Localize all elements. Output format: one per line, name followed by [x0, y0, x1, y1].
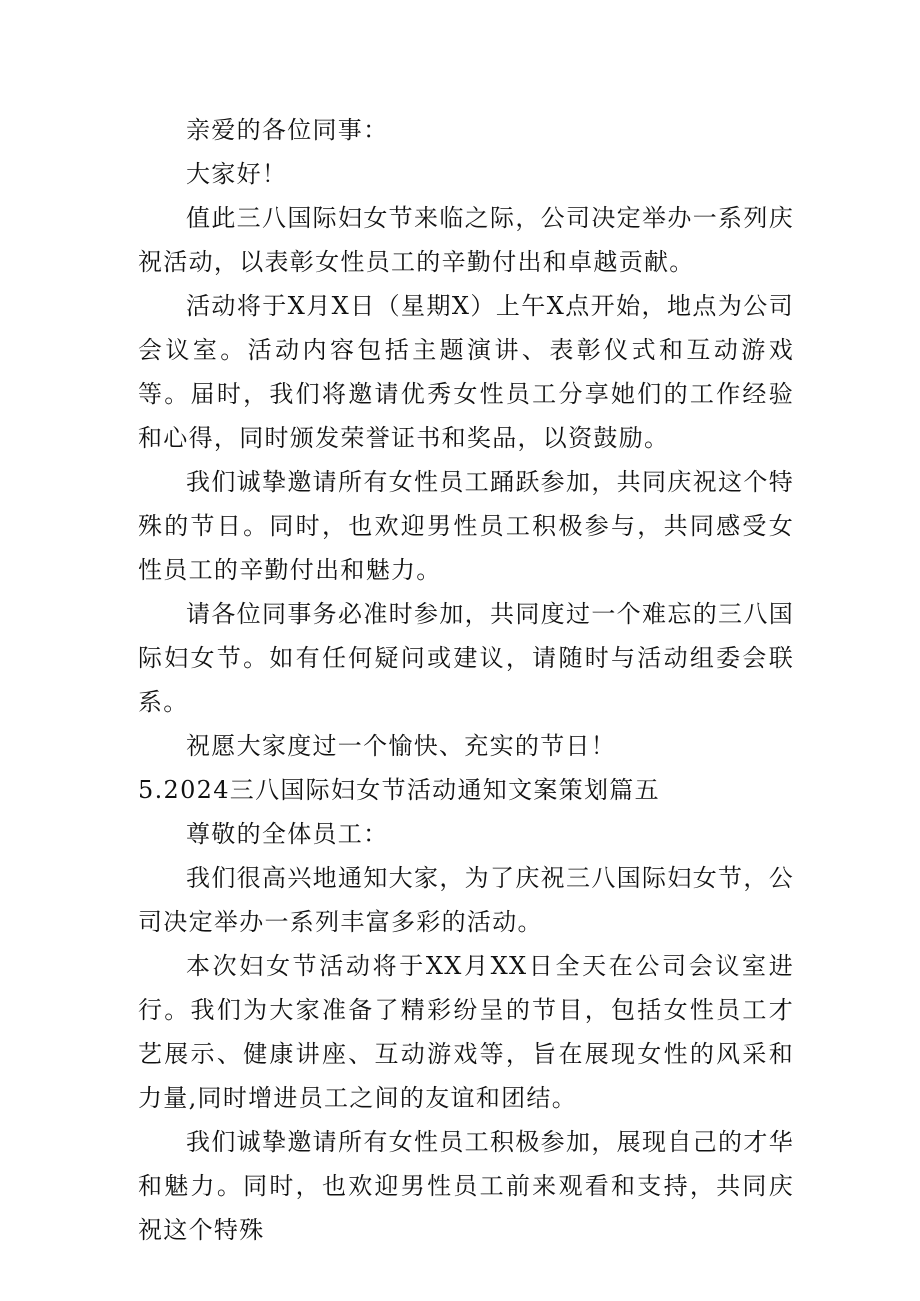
body-paragraph: 我们很高兴地通知大家，为了庆祝三八国际妇女节，公司决定举办一系列丰富多彩的活动。 — [138, 864, 794, 936]
salutation: 尊敬的全体员工： — [186, 820, 389, 848]
body-paragraph: 活动将于X月X日（星期X）上午X点开始，地点为公司会议室。活动内容包括主题演讲、表彰仪式和互动游戏等。届时，我们将邀请优秀女性员工分享她们的工作经验和心得，同时颁发荣誉证书和奖品，以资鼓励。 — [138, 292, 794, 452]
body-paragraph: 本次妇女节活动将于XX月XX日全天在公司会议室进行。我们为大家准备了精彩纷呈的节目，包括女性员工才艺展示、健康讲座、互动游戏等，旨在展现女性的风采和力量,同时增进员工之间的友谊和团结。 — [138, 952, 794, 1112]
salutation: 亲爱的各位同事： — [186, 116, 389, 144]
document-body — [138, 108, 794, 1252]
section-heading: 5.2024三八国际妇女节活动通知文案策划篇五 — [138, 776, 660, 804]
closing-wish: 祝愿大家度过一个愉快、充实的节日！ — [186, 732, 617, 760]
body-paragraph: 我们诚挚邀请所有女性员工踊跃参加，共同庆祝这个特殊的节日。同时，也欢迎男性员工积极参与，共同感受女性员工的辛勤付出和魅力。 — [138, 468, 794, 584]
body-paragraph: 我们诚挚邀请所有女性员工积极参加，展现自己的才华和魅力。同时，也欢迎男性员工前来观看和支持，共同庆祝这个特殊 — [138, 1128, 794, 1244]
greeting: 大家好！ — [186, 160, 288, 188]
body-paragraph: 请各位同事务必准时参加，共同度过一个难忘的三八国际妇女节。如有任何疑问或建议，请随时与活动组委会联系。 — [138, 600, 794, 716]
body-paragraph: 值此三八国际妇女节来临之际，公司决定举办一系列庆祝活动，以表彰女性员工的辛勤付出和卓越贡献。 — [138, 204, 794, 276]
